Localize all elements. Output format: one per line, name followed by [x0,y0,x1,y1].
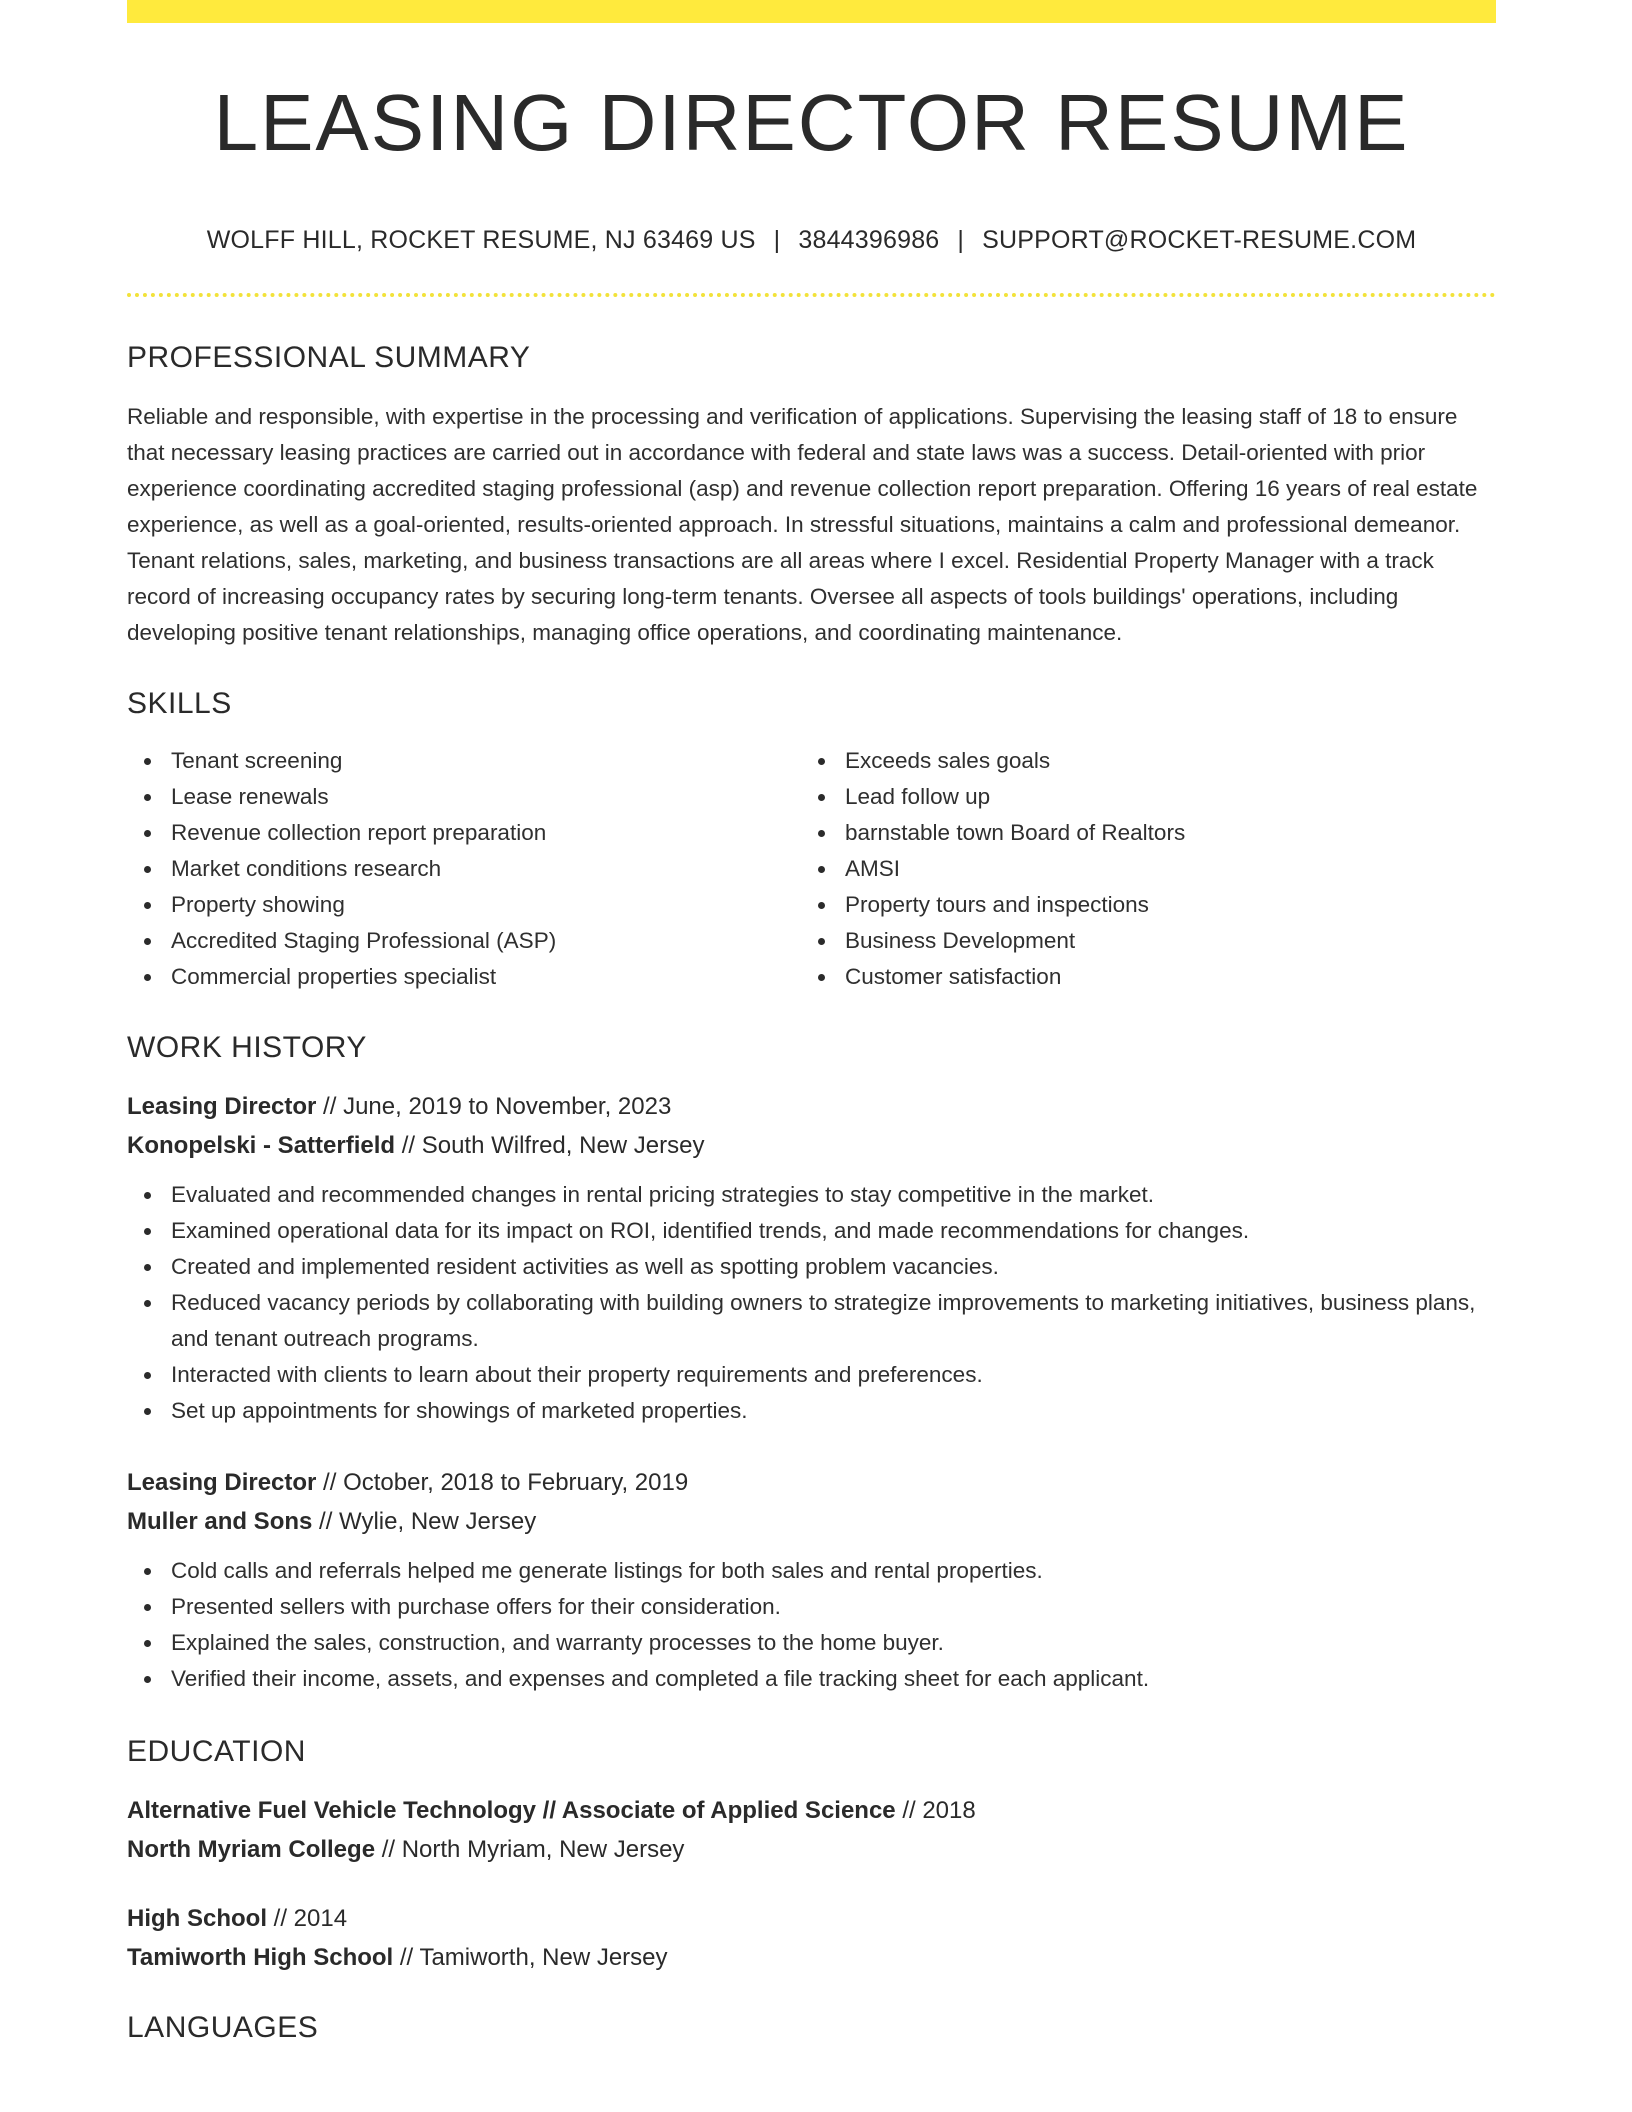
skill-item: barnstable town Board of Realtors [845,815,1475,851]
dotted-divider [127,293,1496,297]
contact-separator: | [957,226,965,254]
job-bullet: Examined operational data for its impact on ROI, identified trends, and made recommendations for changes. [171,1213,1496,1249]
job-bullet: Reduced vacancy periods by collaborating with building owners to strategize improvements to marketing initiatives, business plans, and tenant outreach programs. [171,1285,1496,1357]
job-role: Leasing Director [127,1093,317,1120]
skill-item: Property showing [171,887,801,923]
skills-heading: SKILLS [127,687,232,720]
job-bullet: Evaluated and recommended changes in rental pricing strategies to stay competitive in the market. [171,1177,1496,1213]
accent-bar [127,0,1496,23]
job-bullet: Interacted with clients to learn about their property requirements and preferences. [171,1357,1496,1393]
job-dates: // June, 2019 to November, 2023 [316,1093,672,1120]
job-bullet: Created and implemented resident activities as well as spotting problem vacancies. [171,1249,1496,1285]
education-school-line [127,1938,1496,1977]
education-degree-line [127,1791,1496,1830]
contact-address: WOLFF HILL, ROCKET RESUME, NJ 63469 US [206,226,756,254]
skill-item: Exceeds sales goals [845,743,1475,779]
education-degree: High School [127,1905,267,1932]
skills-list [127,743,1496,995]
job-bullet: Set up appointments for showings of marketed properties. [171,1393,1496,1429]
education-degree-line [127,1899,1496,1938]
skills-column-left [127,743,801,995]
resume-page [127,0,1496,2045]
education-entry [127,1899,1496,1977]
job-title-line [127,1087,1496,1126]
education-school-line [127,1830,1496,1869]
education-school: Tamiworth High School [127,1944,394,1971]
languages-heading: LANGUAGES [127,2011,319,2044]
skill-item: Customer satisfaction [845,959,1475,995]
skill-item: Business Development [845,923,1475,959]
skill-item: Commercial properties specialist [171,959,801,995]
job-title-line [127,1463,1496,1502]
job-location: // Wylie, New Jersey [312,1508,537,1535]
education-school: North Myriam College [127,1836,376,1863]
job-bullets [127,1177,1496,1429]
summary-heading: PROFESSIONAL SUMMARY [127,341,531,374]
skill-item: Property tours and inspections [845,887,1475,923]
education-location: // Tamiworth, New Jersey [393,1944,668,1971]
job-role: Leasing Director [127,1469,317,1496]
education-entry [127,1791,1496,1869]
skill-item: AMSI [845,851,1475,887]
job-company-line [127,1502,1496,1541]
job-entry [127,1463,1496,1697]
education-heading: EDUCATION [127,1735,306,1768]
job-company: Muller and Sons [127,1508,313,1535]
job-bullets [127,1553,1496,1697]
skill-item: Market conditions research [171,851,801,887]
summary-text: Reliable and responsible, with expertise in the processing and verification of applications. Supervising the leasing staff of 18 to ensure that necessary leasing practices are carried out in accordance with federal and state laws was a success. Detail-oriented with prior experience coordinating accredited staging professional (asp) and revenue collection report preparation. Offering 16 years of real estate experience, as well as a goal-oriented, results-oriented approach. In stressful situations, maintains a calm and professional demeanor. Tenant relations, sales, marketing, and business transactions are all areas where I excel. Residential Property Manager with a track record of increasing occupancy rates by securing long-term tenants. Oversee all aspects of tools buildings' operations, including developing positive tenant relationships, managing office operations, and coordinating maintenance. [127,404,1478,645]
job-entry [127,1087,1496,1429]
job-company: Konopelski - Satterfield [127,1132,396,1159]
resume-title: LEASING DIRECTOR RESUME [213,78,1410,167]
skill-item: Tenant screening [171,743,801,779]
job-bullet: Cold calls and referrals helped me generate listings for both sales and rental properties. [171,1553,1496,1589]
education-year: // 2014 [267,1905,348,1932]
skill-item: Revenue collection report preparation [171,815,801,851]
contact-email: SUPPORT@ROCKET-RESUME.COM [982,226,1417,254]
contact-separator: | [773,226,781,254]
job-dates: // October, 2018 to February, 2019 [316,1469,689,1496]
skill-item: Accredited Staging Professional (ASP) [171,923,801,959]
job-bullet: Verified their income, assets, and expenses and completed a file tracking sheet for each applicant. [171,1661,1496,1697]
work-history-heading: WORK HISTORY [127,1031,367,1064]
contact-phone: 3844396986 [798,226,940,254]
skills-column-right [801,743,1475,995]
skill-item: Lead follow up [845,779,1475,815]
job-company-line [127,1126,1496,1165]
contact-line [127,226,1496,255]
job-location: // South Wilfred, New Jersey [395,1132,705,1159]
skill-item: Lease renewals [171,779,801,815]
education-location: // North Myriam, New Jersey [375,1836,685,1863]
education-year: // 2018 [895,1797,976,1824]
job-bullet: Explained the sales, construction, and warranty processes to the home buyer. [171,1625,1496,1661]
education-degree: Alternative Fuel Vehicle Technology // Associate of Applied Science [127,1797,896,1824]
job-bullet: Presented sellers with purchase offers for their consideration. [171,1589,1496,1625]
